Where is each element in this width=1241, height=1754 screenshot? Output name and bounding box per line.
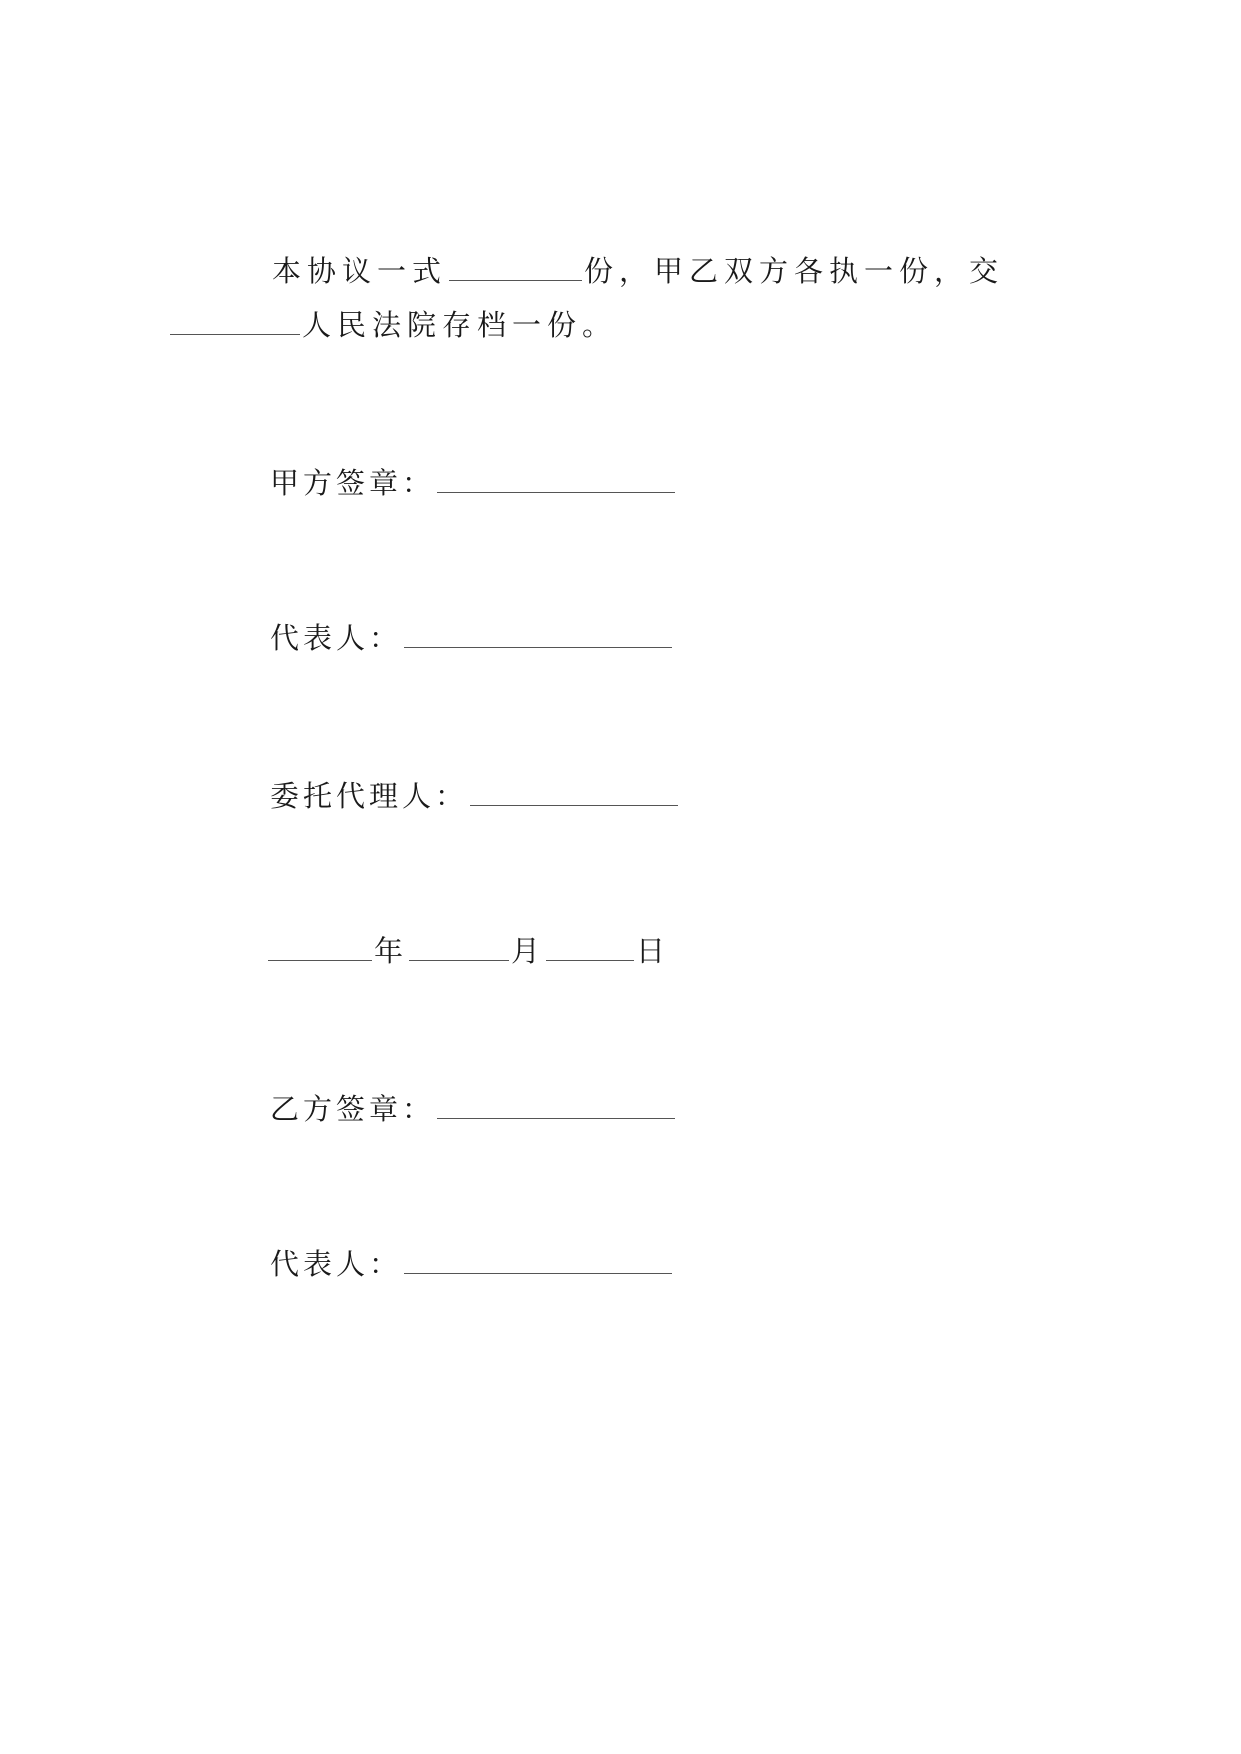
day-label: 日 bbox=[636, 934, 670, 968]
copies-clause-line-1 bbox=[272, 250, 1004, 291]
month-label: 月 bbox=[511, 934, 545, 968]
year-label: 年 bbox=[374, 934, 408, 968]
month-blank[interactable] bbox=[409, 930, 509, 961]
date-row bbox=[266, 930, 669, 971]
copies-count-blank[interactable] bbox=[449, 250, 582, 281]
court-archive-text: 人民法院存档一份。 bbox=[302, 308, 618, 342]
party-b-representative-row bbox=[270, 1243, 674, 1284]
party-a-representative-label: 代表人： bbox=[270, 621, 403, 655]
copies-clause-line-2 bbox=[168, 304, 617, 345]
day-blank[interactable] bbox=[546, 930, 634, 961]
party-a-signature-field[interactable] bbox=[437, 462, 675, 493]
party-a-agent-label: 委托代理人： bbox=[270, 779, 469, 813]
party-a-agent-row bbox=[270, 775, 680, 816]
party-a-signature-row bbox=[270, 462, 677, 503]
party-b-representative-label: 代表人： bbox=[270, 1247, 403, 1281]
party-b-signature-field[interactable] bbox=[437, 1088, 675, 1119]
party-a-agent-field[interactable] bbox=[470, 775, 678, 806]
party-a-representative-field[interactable] bbox=[404, 617, 672, 648]
court-name-blank[interactable] bbox=[170, 304, 300, 335]
party-b-signature-row bbox=[270, 1088, 677, 1129]
party-b-signature-label: 乙方签章： bbox=[270, 1092, 436, 1126]
party-a-representative-row bbox=[270, 617, 674, 658]
copies-middle: 份，甲乙双方各执一份，交 bbox=[584, 254, 1005, 288]
party-a-signature-label: 甲方签章： bbox=[270, 466, 436, 500]
party-b-representative-field[interactable] bbox=[404, 1243, 672, 1274]
copies-prefix: 本协议一式 bbox=[272, 254, 448, 288]
year-blank[interactable] bbox=[268, 930, 372, 961]
